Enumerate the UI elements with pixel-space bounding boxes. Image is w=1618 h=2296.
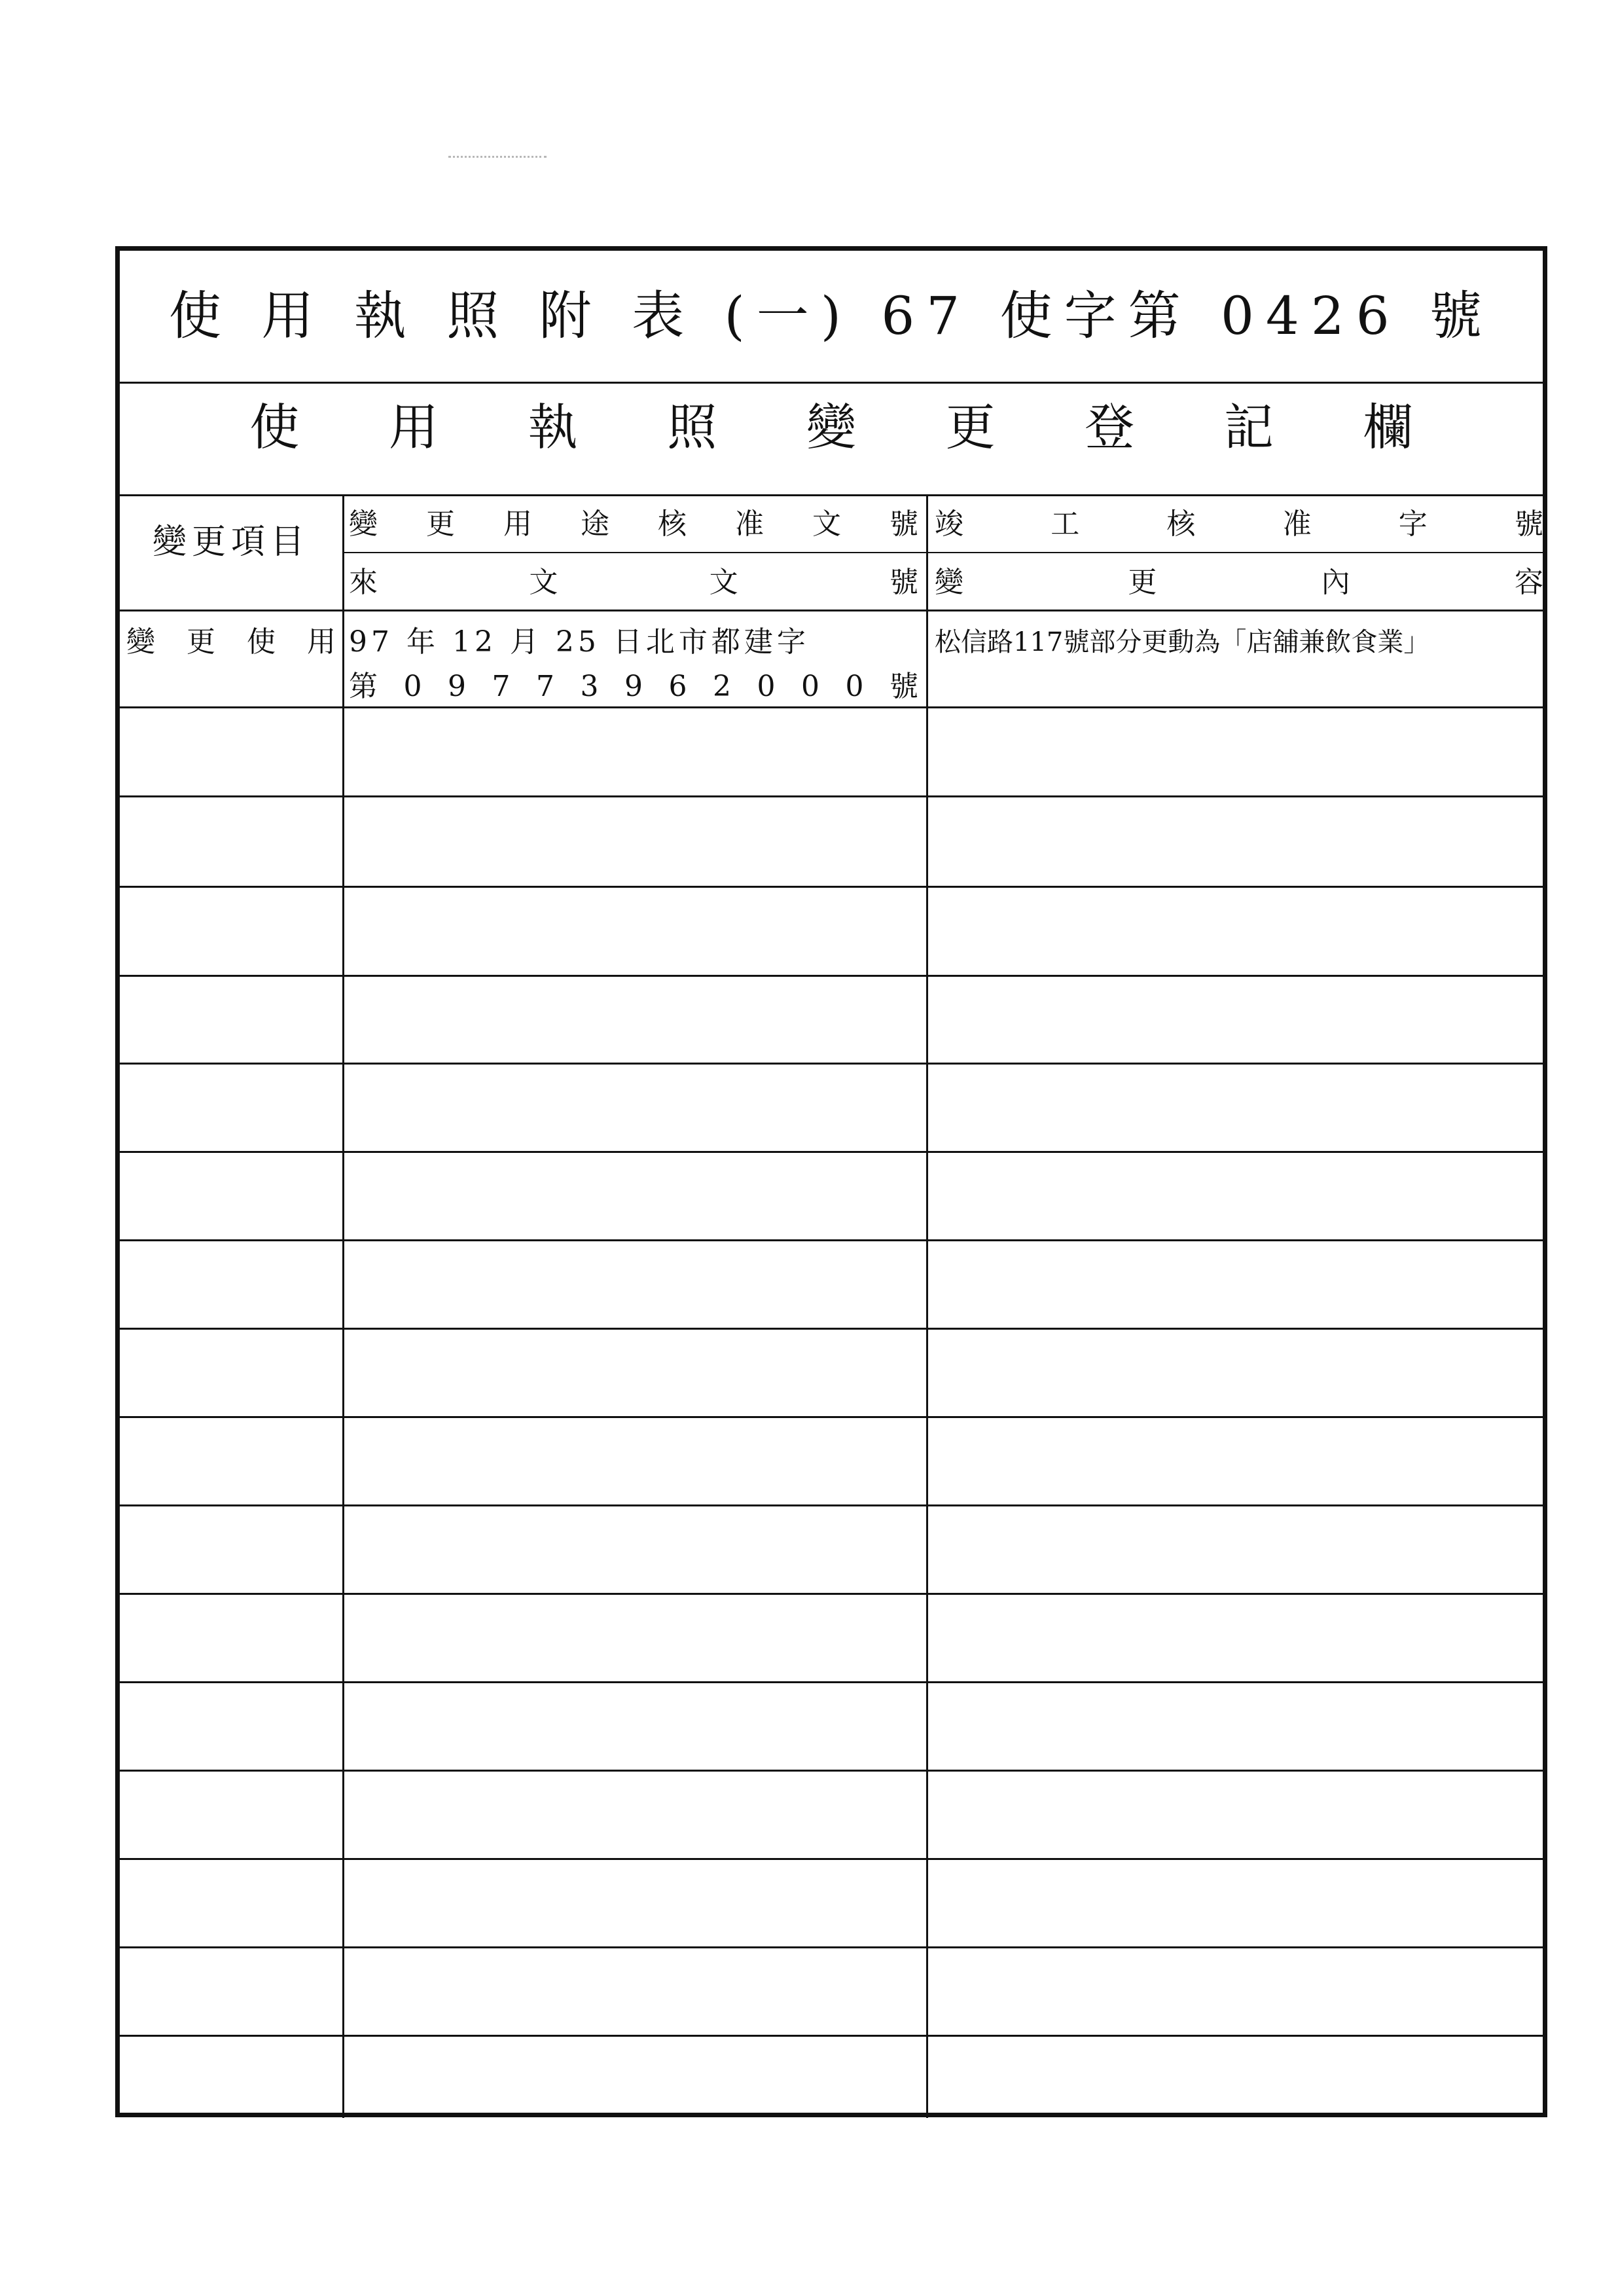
- section-title-char: 照: [667, 398, 717, 456]
- header-char: 號: [890, 507, 918, 541]
- doc-char: 9: [624, 670, 643, 703]
- doc-char: 號: [890, 670, 918, 703]
- table-cell-document-line2: [349, 663, 918, 710]
- row-divider: [120, 2035, 1543, 2037]
- item-char: 使: [247, 625, 276, 659]
- header-mid-divider: [342, 552, 1543, 553]
- content-header: [935, 563, 1543, 602]
- row-divider: [120, 706, 1543, 708]
- doc-char: 2: [713, 670, 731, 703]
- header-char: 核: [658, 507, 687, 541]
- doc-char: 7: [536, 670, 554, 703]
- table-cell-content: 松信路117號部分更動為「店舖兼飲食業」: [935, 627, 1430, 657]
- section-title-char: 登: [1085, 398, 1135, 456]
- approval-header: [349, 505, 918, 544]
- header-char: 號: [1514, 507, 1543, 541]
- row-divider: [120, 975, 1543, 977]
- header-char: 字: [1398, 507, 1428, 541]
- row-divider: [120, 1328, 1543, 1330]
- row-divider: [120, 1063, 1543, 1065]
- header-char: 准: [1282, 507, 1312, 541]
- column-divider-1: [342, 494, 344, 2118]
- header-char: 竣: [935, 507, 963, 541]
- section-title-char: 欄: [1363, 398, 1413, 456]
- row-divider: [120, 795, 1543, 797]
- header-char: 變: [935, 566, 963, 599]
- header-char: 容: [1514, 566, 1543, 599]
- doc-char: 第: [349, 670, 378, 703]
- doc-char: 7: [492, 670, 511, 703]
- header-char: 文: [812, 507, 841, 541]
- header-char: 更: [426, 507, 455, 541]
- header-char: 准: [735, 507, 764, 541]
- item-header: 變更項目: [152, 522, 310, 562]
- item-char: 變: [126, 625, 155, 659]
- doc-char: 0: [403, 670, 422, 703]
- section-title-char: 變: [806, 398, 856, 456]
- doc-char: 9: [448, 670, 466, 703]
- row-divider: [120, 1593, 1543, 1595]
- scan-smudge: [448, 156, 547, 162]
- row-divider: [120, 1858, 1543, 1860]
- row-divider: [120, 1504, 1543, 1506]
- header-char: 途: [581, 507, 609, 541]
- doc-char: 0: [845, 670, 864, 703]
- section-title-char: 用: [388, 398, 439, 456]
- header-char: 核: [1166, 507, 1196, 541]
- header-char: 變: [349, 507, 378, 541]
- column-divider-2: [926, 494, 928, 2118]
- section-title-char: 更: [945, 398, 996, 456]
- row-divider: [120, 1416, 1543, 1418]
- row-divider: [120, 1946, 1543, 1948]
- completion-header: [935, 505, 1543, 544]
- doc-char: 3: [580, 670, 599, 703]
- header-char: 來: [349, 566, 378, 599]
- row-divider: [120, 1239, 1543, 1241]
- row-divider: [120, 1770, 1543, 1772]
- header-char: 內: [1321, 566, 1350, 599]
- header-char: 工: [1051, 507, 1080, 541]
- doc-char: 0: [757, 670, 776, 703]
- page-title: 使 用 執 照 附 表 (一) 67 使字第 0426 號: [168, 285, 1494, 346]
- section-title-char: 使: [249, 398, 300, 456]
- certificate-form: [115, 246, 1547, 2117]
- doc-char: 0: [801, 670, 819, 703]
- item-char: 更: [187, 625, 215, 659]
- header-char: 用: [503, 507, 532, 541]
- table-cell-document-line1: 97 年 12 月 25 日北市都建字: [349, 625, 810, 659]
- header-char: 號: [889, 566, 918, 599]
- section-title-char: 記: [1223, 398, 1274, 456]
- incoming-header: [349, 563, 918, 602]
- header-char: 更: [1128, 566, 1157, 599]
- row-divider: [120, 1151, 1543, 1153]
- doc-char: 6: [668, 670, 687, 703]
- header-char: 文: [529, 566, 558, 599]
- row-divider: [120, 1681, 1543, 1683]
- table-cell-item: [126, 619, 336, 666]
- section-title: [120, 382, 1543, 473]
- header-bottom-divider: [120, 610, 1543, 611]
- row-divider: [120, 886, 1543, 888]
- header-char: 文: [709, 566, 738, 599]
- section-title-char: 執: [528, 398, 578, 456]
- section-divider: [120, 494, 1543, 496]
- item-char: 用: [307, 625, 336, 659]
